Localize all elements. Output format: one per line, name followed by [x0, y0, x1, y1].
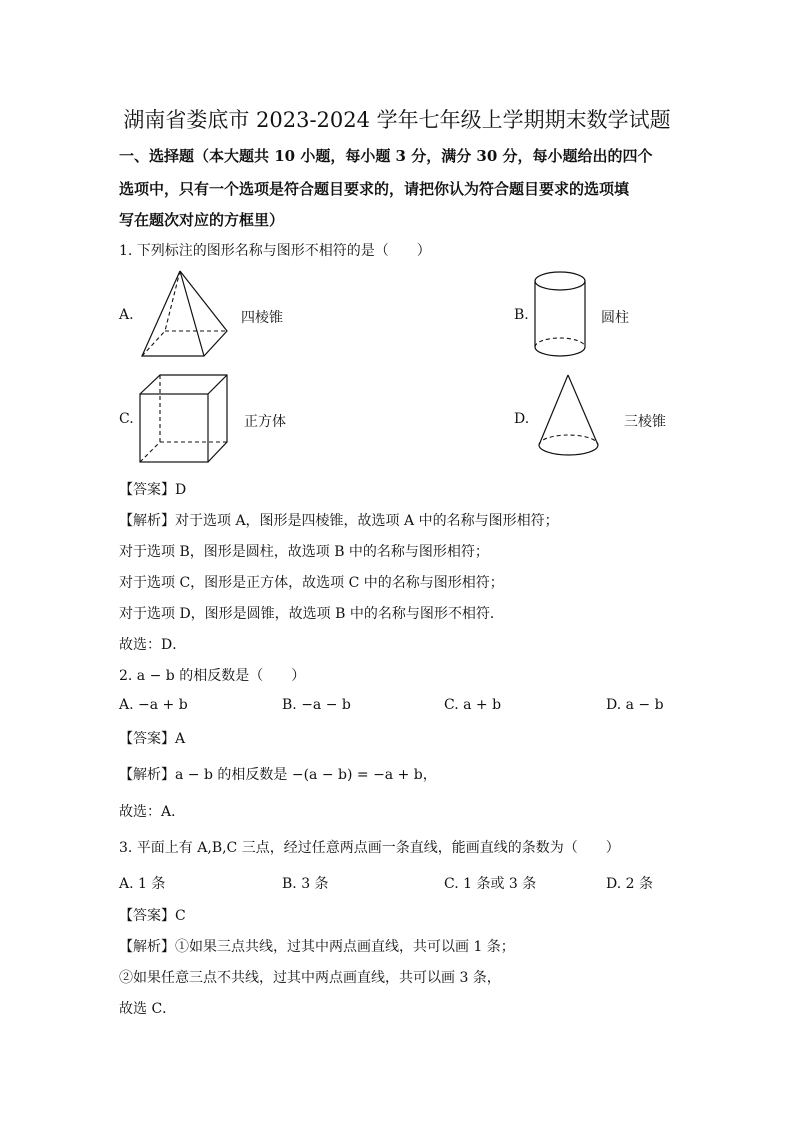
q2-option-c: C. a + b: [444, 697, 502, 713]
q1-option-a-letter: A.: [119, 307, 134, 323]
q1-option-d-letter: D.: [514, 411, 530, 427]
cone-icon: [536, 373, 606, 463]
pyramid-icon: [138, 268, 238, 363]
q3-option-d: D. 2 条: [606, 876, 653, 892]
page-title: 湖南省娄底市 2023-2024 学年七年级上学期期末数学试题: [123, 108, 671, 132]
section-heading-line-2: 选项中，只有一个选项是符合题目要求的，请把你认为符合题目要求的选项填: [119, 180, 630, 198]
cylinder-icon: [532, 269, 592, 361]
q3-analysis-3: 故选 C．: [119, 1001, 177, 1017]
q2-analysis-1: 【解析】a − b 的相反数是 −(a − b) = −a + b，: [119, 767, 437, 783]
q1-analysis-5: 故选：D．: [119, 637, 187, 653]
q2-option-a: A. −a + b: [119, 697, 188, 713]
q2-answer: 【答案】A: [119, 731, 186, 747]
q2-option-d: D. a − b: [606, 697, 664, 713]
q1-option-b-letter: B.: [514, 307, 529, 323]
q3-option-b: B. 3 条: [282, 876, 329, 892]
q3-analysis-1: 【解析】①如果三点共线，过其中两点画直线，共可以画 1 条；: [119, 939, 515, 955]
cube-icon: [138, 373, 230, 465]
q3-stem: 3. 平面上有 A,B,C 三点，经过任意两点画一条直线，能画直线的条数为（ ）: [119, 840, 620, 856]
q1-analysis-1: 【解析】对于选项 A，图形是四棱锥，故选项 A 中的名称与图形相符；: [119, 513, 559, 529]
q3-option-c: C. 1 条或 3 条: [444, 876, 537, 892]
q1-stem: 1. 下列标注的图形名称与图形不相符的是（ ）: [119, 243, 431, 259]
q3-analysis-2: ②如果任意三点不共线，过其中两点画直线，共可以画 3 条，: [119, 970, 501, 986]
q1-analysis-3: 对于选项 C，图形是正方体，故选项 C 中的名称与图形相符；: [119, 575, 504, 591]
q1-option-b-label: 圆柱: [601, 310, 629, 326]
q1-option-c-letter: C.: [119, 411, 134, 427]
q3-answer: 【答案】C: [119, 908, 186, 924]
q1-answer: 【答案】D: [119, 482, 187, 498]
section-heading-line-3: 写在题次对应的方框里）: [119, 211, 285, 229]
q1-option-a-label: 四棱锥: [241, 310, 283, 326]
q2-analysis-2: 故选：A．: [119, 804, 186, 820]
section-heading-line-1: 一、选择题（本大题共 10 小题，每小题 3 分，满分 30 分，每小题给出的四个: [119, 147, 653, 165]
q1-option-c-label: 正方体: [244, 414, 286, 430]
q1-option-d-label: 三棱锥: [624, 414, 666, 430]
q2-stem: 2. a − b 的相反数是（ ）: [119, 668, 306, 684]
q2-option-b: B. −a − b: [282, 697, 351, 713]
q1-analysis-4: 对于选项 D，图形是圆锥，故选项 B 中的名称与图形不相符．: [119, 606, 504, 622]
q3-option-a: A. 1 条: [119, 876, 166, 892]
q1-analysis-2: 对于选项 B，图形是圆柱，故选项 B 中的名称与图形相符；: [119, 544, 489, 560]
